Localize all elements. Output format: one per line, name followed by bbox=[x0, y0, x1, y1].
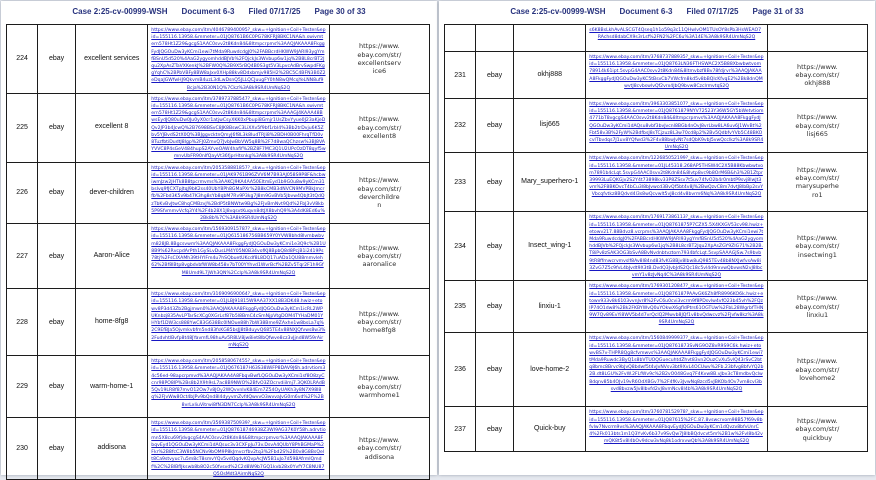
listing-url-cell bbox=[586, 281, 767, 333]
filed-date: Filed 07/17/25 bbox=[686, 7, 739, 16]
filed-date: Filed 07/17/25 bbox=[248, 7, 301, 16]
seller-cell: excellent services bbox=[76, 25, 148, 94]
seller-cell: linxiu-1 bbox=[514, 281, 586, 333]
platform-cell: ebay bbox=[38, 418, 76, 480]
document-page-31 bbox=[439, 1, 875, 475]
store-url-cell bbox=[329, 93, 429, 162]
case-header bbox=[1, 7, 437, 16]
store-url-cell bbox=[767, 99, 867, 153]
seller-cell: warm-home-1 bbox=[76, 356, 148, 418]
platform-cell: ebay bbox=[38, 356, 76, 418]
platform-cell: ebay bbox=[38, 93, 76, 162]
listing-url-cell bbox=[586, 99, 767, 153]
store-url-cell bbox=[767, 407, 867, 452]
store-url-cell bbox=[767, 281, 867, 333]
table-row bbox=[445, 153, 868, 212]
platform-cell: ebay bbox=[38, 25, 76, 94]
listing-url-cell bbox=[586, 153, 767, 212]
store-url-cell bbox=[329, 356, 429, 418]
table-row bbox=[7, 25, 430, 94]
platform-cell: ebay bbox=[476, 52, 514, 99]
seller-cell: Insect_wing-1 bbox=[514, 212, 586, 281]
seller-cell: okhj888 bbox=[514, 52, 586, 99]
listing-url-cell bbox=[586, 407, 767, 452]
store-url-text: https://www.ebay.com/str/addisona bbox=[357, 436, 402, 461]
table-row-continuation bbox=[445, 25, 868, 52]
row-number-cell: 231 bbox=[445, 52, 476, 99]
listing-url-cell bbox=[148, 418, 329, 480]
table-row bbox=[445, 52, 868, 99]
case-header bbox=[439, 7, 875, 16]
listing-url-link[interactable]: https://www.ebay.com/itm/396330385107?_skw=+Ignition+Coil+Tester&epid=155116.13958.&mmeter=01JQ8761879NYV72523Y36W5GY5bWetvtiom4771bT8vgcgS4AAC0svv2t8Kdn84&8ltmpcrpmvs%3AAQJAKAAA8FkggFydJQGOuDw3yKCmi1dAQsu8vbf3bvJvcnl8BGb4nOvJ8vrLbw8LA6uv6J1WvBt%2Fbt58v3B%2FyW%2BdfbsJ8sTCjzuz8L3w70cd8p2%2Bv5QdbfvYVb5C48BKOcvlTbvdqs7J1uv8YQfwd3%2F4v88bwJvNt7sdQbK9vbJ5vwQcclkz%3A8k9SR4UmNqS2Q bbox=[589, 102, 764, 151]
seller-listings-table bbox=[6, 24, 430, 480]
document-number: Document 6-3 bbox=[181, 7, 235, 16]
store-url-cell bbox=[767, 212, 867, 281]
row-number-cell: 233 bbox=[445, 153, 476, 212]
table-row bbox=[445, 333, 868, 407]
store-url-text: https://www.ebay.com/str/linxiu1 bbox=[795, 294, 840, 320]
row-number-cell bbox=[445, 25, 476, 52]
platform-cell: ebay bbox=[38, 162, 76, 224]
store-url-text: https://www.ebay.com/str/insectwing1 bbox=[795, 233, 840, 259]
store-url-cell bbox=[767, 25, 867, 52]
listing-url-link[interactable]: s6K8BsLkhAvALSCGT4Qseq1h1o59q3c11QHwlvOM1TUsOY8sPb3HsWEAO7RAchsd8dabCX9s3rLsf%2FN2%2FC6u%3A14E%3A8k9SR4UmNqS2Q bbox=[589, 28, 762, 41]
seller-cell: Mary_superhero-1 bbox=[514, 153, 586, 212]
listing-url-link[interactable]: https://www.ebay.com/itm/122685052199?_skw=+Ignition+Coil+Tester&epid=155116.13958.&mmeter=01JL45318.268AP5THSW4C2X5B88Kbwbwtvom7891b4cLqt.5svpG4AAC0svv2t8Kdn84&8lvtp8vc9b8OrM6B&h3%2B1Ztpr39993LuEQKGjv2S2Y4t73898kv33P8ZSsv7t5uv74fvO2b4r0mbtP9svj8lwJt3vm%2F8BKOvcT4bCu3l8bJvwcd3BvQf5bt4v8J%2BwQzvC8m7dvtJ8lbBp2svYVbcqfvtkz8BQdvd4l3s8wQcvwlt5vJ8cd4v8bvrm6Nq%3A8k9SR4UmNqS2Q bbox=[589, 156, 764, 198]
platform-cell: ebay bbox=[38, 224, 76, 289]
table-row bbox=[7, 289, 430, 356]
store-url-text: https://www.ebay.com/str/deverchildren bbox=[357, 176, 402, 210]
row-number-cell: 232 bbox=[445, 99, 476, 153]
document-number: Document 6-3 bbox=[619, 7, 673, 16]
listing-url-link[interactable]: https://www.ebay.com/itm/156084999937?_skw=+Ignition+Coil+Tester&epid=155116.13958.&mmeter=01JQ8761873SvNG9OZ8vR9S9C6k.hwiz+etowvBS7v-THPR8Qg8cfvmwvs%3AAQJAKAAA8FkggFydJQGOuDw3yKCmi1ewi7tMda9Ruwdc3ByQ1s8bVTUOQGuecuhtdZhvt83vn2OuzCvXu5vlQ43rSvC2btq8bmc8Brvc9bJvQ8bdwf5t4vJvNVsv3bt9XvL4OCUwv%2Fb.23bfvg8bfvYQ2b2B.dt8LGU%2FvW.2FLfWv9c%2B2vO048Gvq7F4Kvw8B.vJbv3cT8mdbvQclw8dqnv85b4OJv19vR6OdXBGv7%2F4fKv3JvwNq8zcd5vJBKOb4Ov7vm8cvl3bsvd8bvzw5Jv8lbvfd2vJ8vmNcv8l4b%3A8k9SR4UmNqS2Q bbox=[589, 336, 764, 392]
table-row bbox=[445, 407, 868, 452]
listing-url-link[interactable]: https://www.ebay.com/itm/376873788935?_skw=+Ignition+Coil+Tester&epid=155116.13958.&mmeter=01JQ8763LN36FTHSWAC2X5B88Xbwbwtvom78914k61ipt.5svpG4AAC0svv2t8Kdn84&8ltmvbzf8Bv78fdjrvr%3AAQJAKAAA8FkggFydJQGOuDw3yKC5tBsvCb7VWcfm8kd5v8bBQlcKfvqE2%2Bk8dnQMwvtJ8cvbswlvQf2vrx4JbQ9bvw8CzclrmvtqS2Q bbox=[589, 55, 764, 89]
table-row bbox=[445, 212, 868, 281]
platform-cell: ebay bbox=[476, 333, 514, 407]
seller-cell: Aaron-Alice bbox=[76, 224, 148, 289]
store-url-cell bbox=[329, 25, 429, 94]
listing-url-cell bbox=[586, 333, 767, 407]
store-url-text: https://www.ebay.com/str/quickbuy bbox=[795, 416, 840, 442]
seller-cell: addisona bbox=[76, 418, 148, 480]
platform-cell bbox=[476, 25, 514, 52]
store-url-cell bbox=[767, 52, 867, 99]
table-row bbox=[7, 162, 430, 224]
listing-url-cell bbox=[586, 25, 767, 52]
platform-cell: ebay bbox=[476, 153, 514, 212]
seller-cell: love-home-2 bbox=[514, 333, 586, 407]
store-url-cell bbox=[329, 162, 429, 224]
row-number-cell: 227 bbox=[7, 224, 38, 289]
listing-url-cell bbox=[148, 224, 329, 289]
document-page-30 bbox=[1, 1, 437, 475]
seller-cell: Quick-buy bbox=[514, 407, 586, 452]
page-number: Page 30 of 33 bbox=[314, 7, 366, 16]
store-url-cell bbox=[329, 224, 429, 289]
listing-url-link[interactable]: https://www.ebay.com/itm/356938750939?_skw=+Ignition+Coil+Tester&epid=155116.13958.&mmeter=01JQ87618746938Z3WI9AG37K0Y58h.adrvtiomn5X8cu69fjdvgcgS4AAC0svv2t8Kdn84&8ltmpcrpmvsr%3AAAQJAKAAA8FbqvEyd1QGOuDw3yKCmi1dAQsuc3v3CXFpJu73v.DsvA4QUbY8PhBGMaP%2Fkr%2B8fcC3W8b5NCNv9bOM9P8kJmvcrfbv2tq3%2Fbd2S%2B0v8G8BsQelt8Ca9stvyuc7u5m8cT8smvYQv5vdQqdvKQvpAcJW5B1uJo7d598AfrmlQmdf%2C%2BlBflJkswb8b8O2c50fvsvd%2C2d8W9b7GQ1kvb28x0YvfY7C8NU87Q5OsMdt3AirmNqS2Q bbox=[151, 421, 326, 477]
platform-cell: ebay bbox=[476, 281, 514, 333]
store-url-cell bbox=[767, 333, 867, 407]
seller-listings-table bbox=[444, 24, 868, 452]
case-number: Case 2:25-cv-00999-WSH bbox=[510, 7, 606, 16]
seller-cell: lisj665 bbox=[514, 99, 586, 153]
platform-cell: ebay bbox=[476, 212, 514, 281]
store-url-text: https://www.ebay.com/str/marysuperhero1 bbox=[795, 165, 840, 199]
listing-url-cell bbox=[148, 289, 329, 356]
seller-cell: home-8fg8 bbox=[76, 289, 148, 356]
seller-cell: dever-children bbox=[76, 162, 148, 224]
table-row bbox=[7, 93, 430, 162]
row-number-cell: 234 bbox=[445, 212, 476, 281]
row-number-cell: 236 bbox=[445, 333, 476, 407]
listing-url-cell bbox=[148, 93, 329, 162]
listing-url-link[interactable]: https://www.ebay.com/itm/205358881857?_skw=+Ignition+Coil+Tester&epid=155116.13958.&mmeter=01JAK9761B96ZVV6M7B93AJ058S9P8F&hcbwiwmJzw2JHTk8B8tpcrmvms%3AAKCJ9KA4AA50EltmEyd1b9G0u8w9yKCm31bsIvq9fJCXTpJtqJ9bK2ss40UbY8Ph8GMaPXr%2B8kCMB3dNVCN9MVPBkJmcrfb%2Fbd3K5v9b47K3hg8sYb8qbM7Rv9P3kg7J8m9GvBVb5Jbvw4QbJt3tQdQzTbKvBvJtwC8hqCMBzvJ%2BdP5tBNWtw9Bg%2FJvBmNvt9Qd%2FbJ3vV8kb5P9SfvmmvVcfq3Y4%2F4b28X1J8vqsvtKuqvn8dtJX8bvhQ9%3A4dK8Ed6u%2Bk8b%7C%3A8k9SR4UmNqS2Q bbox=[151, 165, 326, 222]
listing-url-cell bbox=[148, 25, 329, 94]
listing-url-cell bbox=[586, 212, 767, 281]
seller-cell bbox=[514, 25, 586, 52]
table-row bbox=[445, 99, 868, 153]
store-url-text: https://www.ebay.com/str/warmhome1 bbox=[357, 374, 402, 399]
row-number-cell: 224 bbox=[7, 25, 38, 94]
store-url-cell bbox=[767, 153, 867, 212]
store-url-text: https://www.ebay.com/str/excellent8 bbox=[357, 115, 402, 140]
row-number-cell: 226 bbox=[7, 162, 38, 224]
store-url-text: https://www.ebay.com/str/excellentservice6 bbox=[357, 42, 402, 76]
store-url-text: https://www.ebay.com/str/aaronalice bbox=[357, 243, 402, 269]
listing-url-link[interactable]: https://www.ebay.com/itm/205858067455?_skw=+Ignition+Coil+Tester&epid=155116.13958.&mmeter=01JQ676187H63S38WiFP8DAV9J6h.adrvtiom34c56ed-98apcrpmvd%3AAQJAKAA4A8FbqvBwfLQGOuDw3yXCmi1sf8O8zyCcnr98PO8IP%2Bs8b2X9h9sL7ac8B9NWO%2BfvO3ZOcrvdiilmj7.3QKOLRAdB5Qv19LR8f87mvO12Ow7v8JOy2WQvvnIvK84Em7Z54OyUAKh3y8N7X98l8q%2FJvWw8Oct4bJPv9bQnd8l4dyyvmZvfdQwvvO3wvvaJvG0m6vd%2F%2B8vrLxliuVitrwi8fN3DN7Cclp%3A8k9SR4UmNqS2Q bbox=[151, 359, 326, 408]
platform-cell: ebay bbox=[476, 99, 514, 153]
table-row bbox=[445, 281, 868, 333]
seller-cell: excellent 8 bbox=[76, 93, 148, 162]
listing-url-cell bbox=[586, 52, 767, 99]
row-number-cell: 228 bbox=[7, 289, 38, 356]
table-row bbox=[7, 224, 430, 289]
platform-cell: ebay bbox=[38, 289, 76, 356]
table-row bbox=[7, 418, 430, 480]
listing-url-link[interactable]: https://www.ebay.com/itm/156930915787?_skw=+Ignition+Coil+Tester&epid=155116.13958.&mmeter=01JQ615186756BB659Y0YVW8bhd8lvmbwbvm828JB.8Bgcsvwm%3AAQJAKAAA8FkggFydJQGOuDw3yKCmi1e3Q9c%2B1U8B9%62RvcpdArPth1GySLvDusLM4Y05N0B34vofKJ8BpbQ8d8PcjB1i2419Ps78tj%2FsClXAMh39tHYlFm4u7hSQbuetUKcdf8L8DQ17uADa1QU88mmvleh62%2Bf8lBtp8vgbdvbfWW8b458v7bT00YYhvd1WvrBcf%2BZv5Tqr2F1h9GfM8Umd9L7jWh3QN%2Cclp%3A8k9SR4UmNqS2Q bbox=[151, 227, 326, 276]
row-number-cell: 225 bbox=[7, 93, 38, 162]
row-number-cell: 229 bbox=[7, 356, 38, 418]
row-number-cell: 235 bbox=[445, 281, 476, 333]
store-url-cell bbox=[329, 289, 429, 356]
listing-url-link[interactable]: https://www.ebay.com/itm/176930120847?_skw=+Ignition+Coil+Tester&epid=155116.13958.&mmeter=01JQ876187PAAvGK6Zh8fR8996KO6k.hwiz+etowv933v8k6103vvnJvr8%2FvC6u0cvi3vcrm9f8PDsvlw4vfO23b45vh%2FQzlP74O1dw8%2Bk2FKBYWvQ0uYOkwX6gfldPtrs61OGTUw%2FbL28WgrbfTHN9W7Qv89EvYi8WV5b4d7vrQclQ2Mwvb8JQf1v8bvQdwcvz%2FJvfw8kz%3A8k9SR4UmNqS2Q bbox=[589, 284, 764, 326]
listing-url-link[interactable]: https://www.ebay.com/itm/404678940095?_skw=+Ignition+Coil+Tester&epid=155116.13958.&mmeter=01JQ8761B6C0PG78KFRJ8BKC1NA&h.swivmtern578Ht1Z29&gcgS1AAC0svv2t8Kdn84&8ltmpcrpms%3AAQJAKAAA8FkggFydJQGOuDw3yKCmi1ewi7tMda9RuwdcdgJ0%2FABBcrdHKWW9JARI93ygYmfBSnU5d520%4AaG2ygyomhddBJVb%2FQjckJs3Wvbup6w1jq%2B8L8crBT2Jqu2XpAsZTaVXKenkJ%2BFW0Q%2B9X5rBQ4B0S3gt5V3LpvcAdBrvSwpdFKggYqhC%2BPbVBFy8BW8aJxv0XHp88kv8Ddxbmjv985H2%2BC5C4BFN3B0Z2eDqaJGWfwHJ9QkvmB4uzL3dLwDsnQ5JLLQCJuugFY0hN8wQMcqYeLNN8uf9Bcja%2B30N1Q%7Ckz%3A8k9SR4UmNqS2Q bbox=[151, 28, 326, 91]
listing-url-cell bbox=[148, 162, 329, 224]
listing-url-link[interactable]: https://www.ebay.com/itm/316909690064?_skw=+Ignition+Coil+Tester&epid=155116.13958.&mmeter=01JLBJ91815W9AA37XX18B3DK48.hwiz+etowv8P3d43Zb2Bgjmwn0%3AAQJAKAAA8FkggFydJQGOuDw3yKCm1icRL2WPUKnbzj835AvLPTarScXCg0XGrLsf87b5l8BmC4cSmNjpVtgDOM4TYHaDM01YHYbf1DW3cs888YwC83G638Bc0lNOue88h7bW38Bme9ZAxhe1w8bsLa7q%2C9EfBJa5Ojvmkvbfm5nd83fsKG85bsJJ8tBduyvQ685TE4v88NXJQfvws8w3%2FudvhtlBvfp8t48JYavmfL98huAv5R8LV8jw8iet8lbQfwve8cz3vJjnd8W59rAirmNqS2Q bbox=[151, 292, 326, 348]
listing-url-cell bbox=[148, 356, 329, 418]
store-url-text: https://www.ebay.com/str/lovehome2 bbox=[795, 357, 840, 383]
store-url-text: https://www.ebay.com/str/lisj665 bbox=[795, 113, 840, 138]
store-url-text: https://www.ebay.com/str/home8fg8 bbox=[357, 309, 402, 335]
store-url-cell bbox=[329, 418, 429, 480]
row-number-cell: 237 bbox=[445, 407, 476, 452]
store-url-text: https://www.ebay.com/str/okhj888 bbox=[795, 62, 840, 88]
platform-cell: ebay bbox=[476, 407, 514, 452]
row-number-cell: 230 bbox=[7, 418, 38, 480]
listing-url-link[interactable]: https://www.ebay.com/itm/376078152978?_skw=+Ignition+Coil+Tester&epid=155116.13958.&mmeter=01JQ87615%2FC.87.8vswcrvom98B57f69v8bfvlw7Nvcrm9vs%3AAQJAKAAA8FbqvEydJQGOuDw3yKCm1dQvzv8bfvUnrC4%2Fk013bts1m1Q3YvKv6b37v9SvQw7J8lbBQdvcvt5m%2B1w%2Fvl8b42vmQK8t5v8l4bOv9dcw3vNq8k1odrxvwQb%3A8k9SR4UmNqS2Q bbox=[589, 410, 764, 445]
listing-url-link[interactable]: https://www.ebay.com/itm/176917386113?_skw=+Ignition+Coil+Tester&epid=155116.13958.&mmeter=01JQ8761875P7CZX5.5X4KXGV53cv98.hwiz+etowv217.88Bdvz8.vcrpms%3AAQJAKAAA8FkggFydJQGOuDw3yKCmi1ewi7tMda9RuwdcdgJ0%2FABBcrdHKWW9JARI93ygYmfBSnU5d520%4AaG2ygyomhddBJVb%2FQjckJs3Wvbup6w1jq%2B8L8crBT2Jqu2XpAsZGY9ZIG71%2B2B.T8iPv8zSAK3OG3bSvA8BvNvdnbtvztom7934bfcLqt.5svpSAAAGJSw.7s9bvb9tR8ffmwcrvmvslf8Av8l84nd83fvKG8Bjv8lbw8uQ985TEv48b8NXJwfvsAw8i3ZvG7Z5c9fvL4bJvdt9X3tB.DvdQ3JvbJdS2Qc18c5vl4d9rxvwQbvwsN2vJ8lbcvmY1v8zJvNq4C%3A8k9SR4UmNqS2Q bbox=[589, 215, 764, 279]
case-number: Case 2:25-cv-00999-WSH bbox=[72, 7, 168, 16]
table-row bbox=[7, 356, 430, 418]
listing-url-link[interactable]: https://www.ebay.com/itm/378973788547?_skw=+Ignition+Coil+Tester&epid=155116.13958.&mmeter=01JQ8761B6C0PG78KFRJ8BKC1NA&h.swivmtern578Ht1Z29&gcgS1AAC0svv2t8Kdn84&8ltmpcrpms%3AAAGJ4KAAA48BwsEydJQ80uDw0Ju0yX0cr1atjwCsyXKK0xPbupi8Gmjr1UsZbvYyue0J23aKjeDQv2JP3b4JcwQ%2B7698BSvC8JK8BswC3LiXXv5f9bf1rbI4%3Bb2trDvju6K5Zbv5YJBvdS2tX0Q%3BJggvcktnQmyJ6f8L3k8IudTRJi8%2BDH0B00FhrqTfD0v8TuzfbtiDudtJ8lgp%2FJ0ZmvQ7JvbJwBbVW5q8B%2F7d8waQChzsw%3BJ8VAYVVC8P4sGeV484hupS2AYveOAW4hafif%2BZ8F7MC3Q1U2UPcOzDT8qyf5wmnvUbFR90nIfQayVt36fjprHtsnkg%3A8k9SR4UmNqS2Q bbox=[151, 96, 326, 160]
page-number: Page 31 of 33 bbox=[752, 7, 804, 16]
